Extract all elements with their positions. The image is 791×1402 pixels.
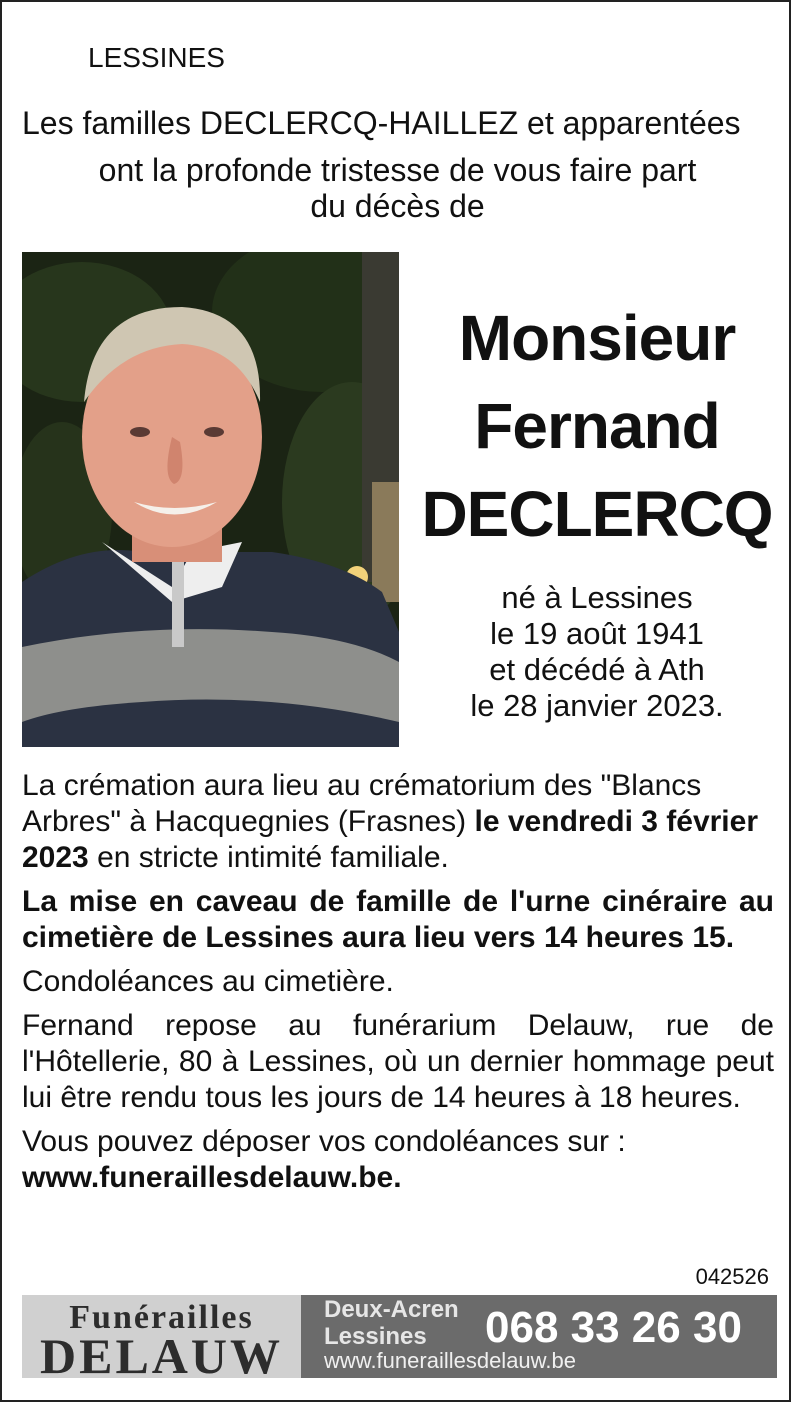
cremation-text-a: La crémation aura lieu au crématorium des "Blancs Arbres" à Hacquegnies (Frasnes): [22, 769, 702, 838]
deceased-name: [412, 294, 782, 558]
cremation-text-b: en stricte intimité familiale.: [88, 841, 449, 874]
notice-body: [22, 768, 774, 1204]
burial-paragraph: La mise en caveau de famille de l'urne cinéraire au cimetière de Lessines aura lieu vers 14 heures 15.: [22, 885, 774, 954]
life-dates: [412, 580, 782, 724]
location-lessines: Lessines: [324, 1323, 427, 1350]
place-heading: LESSINES: [88, 42, 225, 73]
deceased-title: Monsieur: [458, 302, 736, 374]
website-link[interactable]: www.funeraillesdelauw.be: [324, 1348, 576, 1373]
birth-place: né à Lessines: [501, 580, 693, 615]
intro-line-2: ont la profonde tristesse de vous faire part: [98, 152, 697, 188]
deceased-last-name: DECLERCQ: [421, 478, 773, 550]
location-deux-acren: Deux-Acren: [324, 1296, 459, 1323]
condolences-paragraph: Condoléances au cimetière.: [22, 965, 394, 998]
reference-number: 042526: [695, 1264, 769, 1289]
intro-line-3: du décès de: [310, 188, 485, 224]
funeral-home-logo: [22, 1295, 301, 1384]
online-condolences-text: Vous pouvez déposer vos condoléances sur :: [22, 1125, 626, 1158]
death-place: et décédé à Ath: [489, 652, 705, 687]
intro-line-1: Les familles DECLERCQ-HAILLEZ et apparentées: [22, 105, 741, 141]
birth-date: le 19 août 1941: [490, 616, 704, 651]
online-condolences-paragraph: [22, 1124, 774, 1196]
funerarium-paragraph: Fernand repose au funérarium Delauw, rue de l'Hôtellerie, 80 à Lessines, où un dernier hommage peut lui être rendu tous les jours de 14 heures à 18 heures.: [22, 1009, 774, 1114]
portrait-photo: [22, 252, 399, 747]
logo-bottom-text: DELAUW: [39, 1328, 284, 1384]
logo-top-text: Funérailles: [69, 1299, 254, 1336]
cremation-date: le vendredi 3 février 2023: [22, 805, 758, 874]
condolences-link[interactable]: www.funeraillesdelauw.be.: [22, 1161, 402, 1194]
deceased-first-name: Fernand: [474, 390, 720, 462]
death-date: le 28 janvier 2023.: [470, 688, 724, 723]
funeral-home-banner: [22, 1295, 777, 1384]
phone-number[interactable]: 068 33 26 30: [485, 1303, 742, 1352]
cremation-paragraph: [22, 768, 774, 876]
